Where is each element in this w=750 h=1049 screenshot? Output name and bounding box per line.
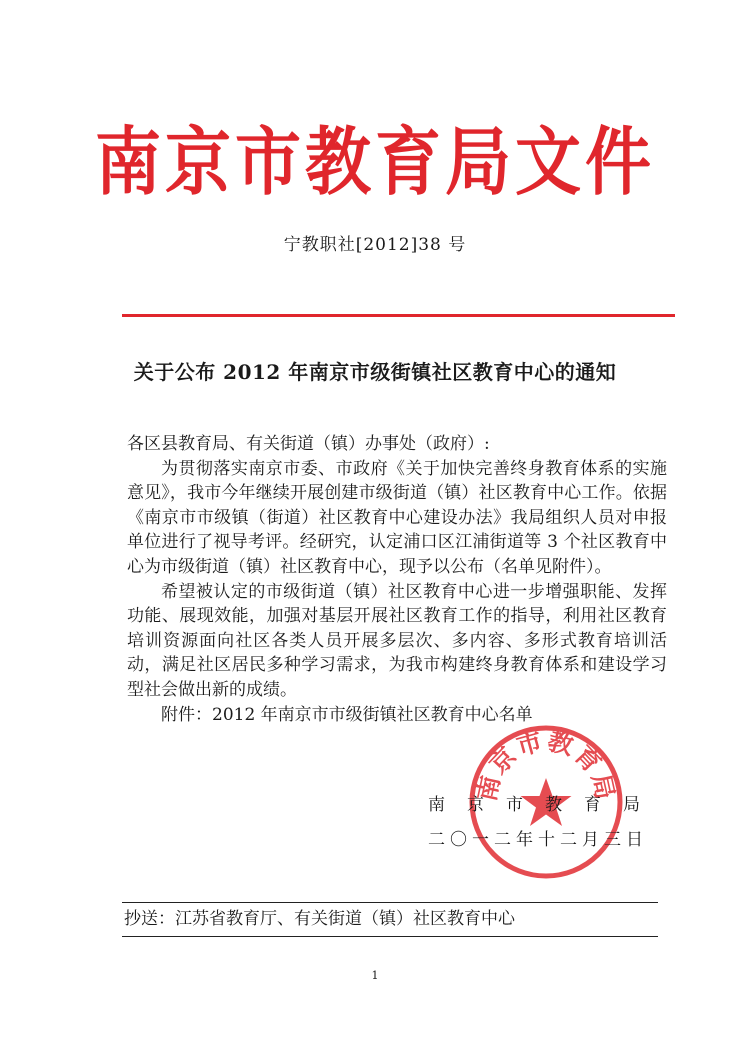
issue-date: 二〇一二年十二月三日 [428,830,648,850]
issuing-organization: 南京市教育局 [428,795,662,815]
salutation: 各区县教育局、有关街道（镇）办事处（政府）: [127,434,490,454]
copy-to-top-rule [122,902,658,903]
copy-to-bottom-rule [122,936,658,937]
copy-to-line: 抄送：江苏省教育厅、有关街道（镇）社区教育中心 [124,909,515,929]
red-divider-line [122,314,675,317]
signature-block [428,792,668,853]
body-paragraph: 希望被认定的市级街道（镇）社区教育中心进一步增强职能、发挥功能、展现效能，加强对基层开展社区教育工作的指导，利用社区教育培训资源面向社区各类人员开展多层次、多内容、多形式教育培训活动，满足社区居民多种学习需求，为我市构建终身教育体系和建设学习型社会做出新的成绩。 [127,581,667,700]
document-body [127,432,667,727]
attachment-line: 附件：2012 年南京市市级街镇社区教育中心名单 [161,704,533,725]
document-title: 关于公布 2012 年南京市级街镇社区教育中心的通知 [133,360,617,384]
document-masthead: 南京市教育局文件 [95,119,655,206]
body-paragraph: 为贯彻落实南京市委、市政府《关于加快完善终身教育体系的实施意见》，我市今年继续开展创建市级街道（镇）社区教育中心工作。依据《南京市市级镇（街道）社区教育中心建设办法》我局组织人员对申报单位进行了视导考评。经研究，认定浦口区江浦街道等 3 个社区教育中心为市级街道（镇）社区教育中心，现予以公布（名单见附件）。 [127,458,667,577]
document-number: 宁教职社[2012]38 号 [283,235,467,255]
seal-text: 南京市教育局 [471,726,621,804]
page-number: 1 [371,969,379,982]
